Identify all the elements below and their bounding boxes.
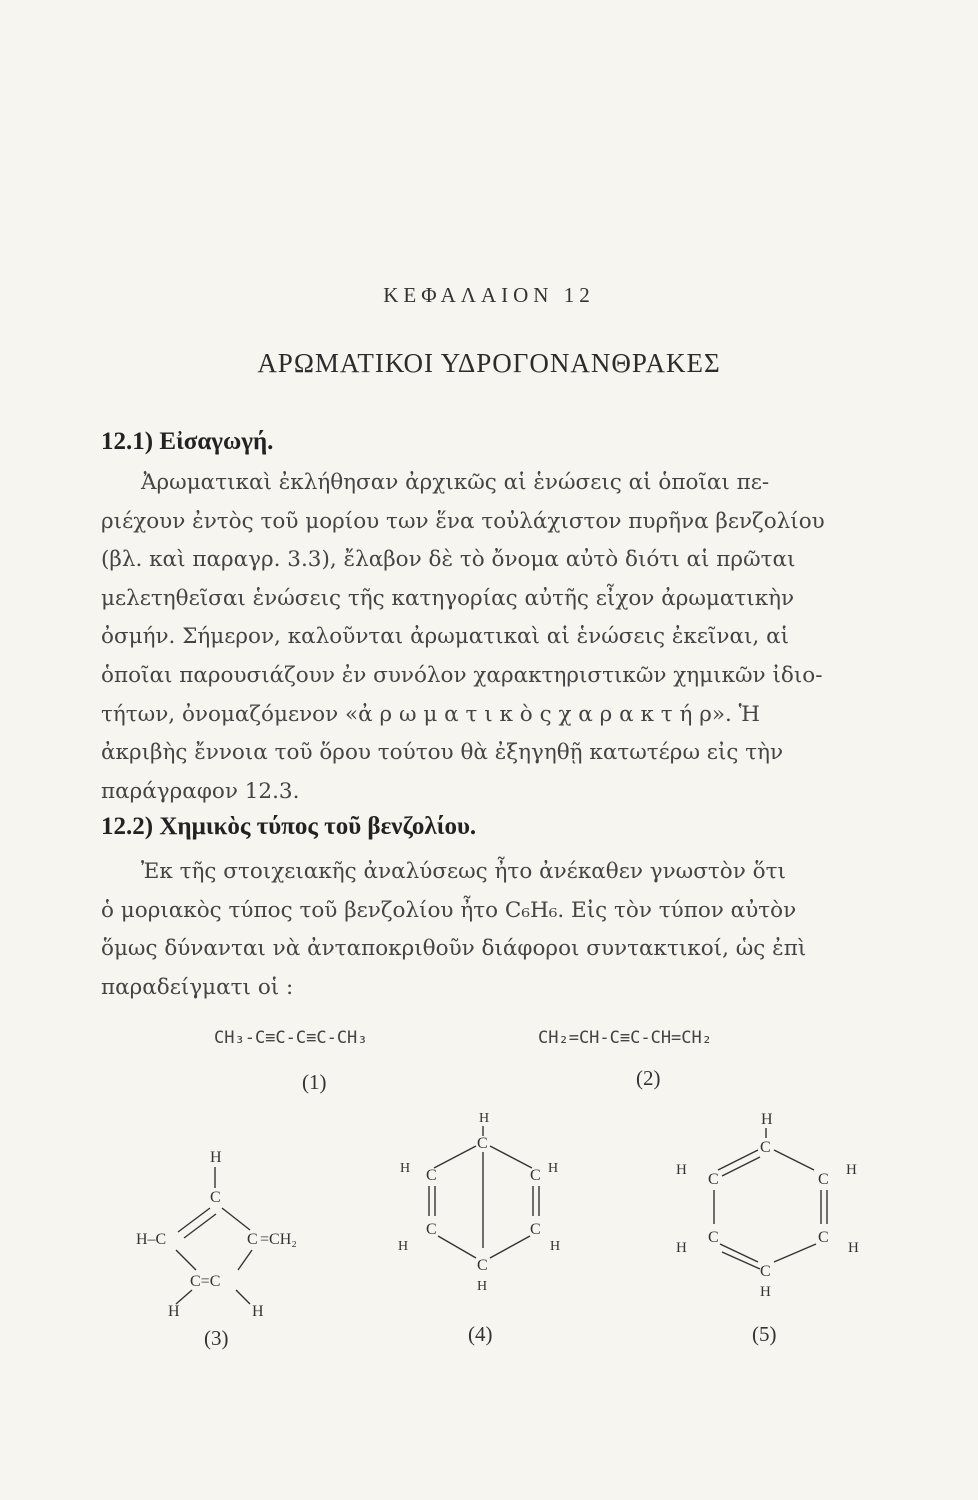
formula-paragraph	[101, 853, 876, 1007]
paragraph-line: τήτων, ὀνομαζόμενον «ἀ ρ ω μ α τ ι κ ὸ ς χ α ρ α κ τ ή ρ». Ἡ	[101, 701, 760, 727]
structure-4-label: (4)	[468, 1322, 493, 1346]
intro-paragraph	[101, 464, 876, 811]
atom-c: C	[247, 1231, 258, 1248]
bond-line	[236, 1290, 250, 1304]
paragraph-line: ὅμως δύνανται νὰ ἀνταποκριθοῦν διάφοροι συντακτικοί, ὡς ἐπὶ	[101, 936, 807, 962]
atom-h: H	[400, 1161, 411, 1176]
bond-line	[774, 1244, 816, 1262]
bond-line	[722, 1157, 760, 1176]
structure-3-label: (3)	[204, 1326, 229, 1350]
bond-line	[222, 1208, 250, 1230]
atom-h: H	[761, 1111, 773, 1128]
paragraph-line: Ἐκ τῆς στοιχειακῆς ἀναλύσεως ἦτο ἀνέκαθεν γνωστὸν ὅτι	[141, 859, 786, 884]
atom-h: H	[548, 1161, 559, 1176]
paragraph-line: (βλ. καὶ παραγρ. 3.3), ἔλαβον δὲ τὸ ὄνομα αὐτὸ διότι αἱ πρῶται	[101, 547, 796, 573]
bond-line	[774, 1150, 814, 1170]
bond-line	[178, 1208, 210, 1232]
section-heading-formula: 12.2) Χημικὸς τύπος τοῦ βενζολίου.	[101, 813, 477, 840]
bond-line	[434, 1146, 476, 1168]
atom-h: H	[479, 1111, 490, 1126]
bond-line	[490, 1236, 530, 1258]
atom-h: H	[760, 1284, 771, 1300]
atom-c: C	[760, 1139, 771, 1156]
atom-c: C	[818, 1171, 829, 1188]
atom-c: C	[210, 1189, 221, 1206]
atom-h: H	[252, 1303, 264, 1320]
atom-h: H	[550, 1239, 561, 1254]
atom-h: H	[848, 1240, 859, 1256]
atom-h: H	[477, 1279, 488, 1294]
paragraph-line: ριέχουν ἐντὸς τοῦ μορίου των ἕνα τοὐλάχιστον πυρῆνα βενζολίου	[101, 508, 825, 534]
paragraph-line: ἀκριβὴς ἔννοια τοῦ ὅρου τούτου θὰ ἐξηγηθῇ κατωτέρω εἰς τὴν	[101, 740, 784, 766]
chapter-label: ΚΕΦΑΛΑΙΟΝ 12	[383, 283, 595, 307]
atom-c: C	[530, 1167, 541, 1184]
paragraph-line: Ἀρωματικαὶ ἐκλήθησαν ἀρχικῶς αἱ ἑνώσεις αἱ ὁποῖαι πε-	[141, 470, 770, 495]
structure-5	[666, 1102, 876, 1302]
atom-c: C	[477, 1135, 488, 1152]
bond-line	[438, 1236, 476, 1258]
atom-hc: H–C	[136, 1231, 167, 1248]
bond-line	[490, 1146, 532, 1168]
paragraph-line: ὀσμήν. Σήμερον, καλοῦνται ἀρωματικαὶ αἱ ἑνώσεις ἐκεῖναι, αἱ	[101, 624, 790, 650]
structure-5-label: (5)	[752, 1322, 777, 1346]
bond-line	[176, 1290, 192, 1304]
formula-2-label: (2)	[636, 1066, 661, 1090]
atom-c: C	[760, 1263, 771, 1280]
atom-h: H	[398, 1239, 409, 1254]
bond-line	[718, 1150, 758, 1170]
paragraph-line: ὁποῖαι παρουσιάζουν ἐν συνόλον χαρακτηριστικῶν χημικῶν ἰδιο-	[101, 662, 823, 688]
paragraph-line: μελετηθεῖσαι ἑνώσεις τῆς κατηγορίας αὐτῆς εἶχον ἀρωματικὴν	[101, 585, 795, 611]
bond-line	[176, 1250, 196, 1270]
bond-line	[184, 1214, 216, 1238]
atom-c: C	[708, 1229, 719, 1246]
paragraph-line: παράγραφον 12.3.	[101, 778, 300, 804]
atom-ch2: =CH₂	[260, 1231, 297, 1248]
atom-h: H	[676, 1162, 687, 1178]
atom-h: H	[210, 1149, 222, 1166]
atom-c: C	[426, 1221, 437, 1238]
formula-1-label: (1)	[302, 1070, 327, 1094]
atom-cc: C=C	[190, 1273, 221, 1290]
atom-c: C	[426, 1167, 437, 1184]
atom-h: H	[846, 1162, 857, 1178]
section-heading-intro: 12.1) Εἰσαγωγή.	[101, 428, 274, 455]
structure-4	[390, 1100, 590, 1300]
atom-c: C	[477, 1257, 488, 1274]
paragraph-line: παραδείγματι οἱ :	[101, 974, 294, 1000]
chapter-title: ΑΡΩΜΑΤΙΚΟΙ ΥΔΡΟΓΟΝΑΝΘΡΑΚΕΣ	[257, 348, 721, 378]
formula-2: CH₂=CH-C≡C-CH=CH₂	[538, 1028, 712, 1048]
atom-h: H	[676, 1240, 687, 1256]
atom-c: C	[818, 1229, 829, 1246]
atom-c: C	[530, 1221, 541, 1238]
formula-1: CH₃-C≡C-C≡C-CH₃	[214, 1028, 368, 1048]
bond-line	[238, 1250, 252, 1270]
structure-3	[130, 1140, 360, 1320]
paragraph-line: ὁ μοριακὸς τύπος τοῦ βενζολίου ἦτο C₆H₆. Εἰς τὸν τύπον αὐτὸν	[101, 897, 797, 923]
atom-c: C	[708, 1171, 719, 1188]
atom-h: H	[168, 1303, 180, 1320]
